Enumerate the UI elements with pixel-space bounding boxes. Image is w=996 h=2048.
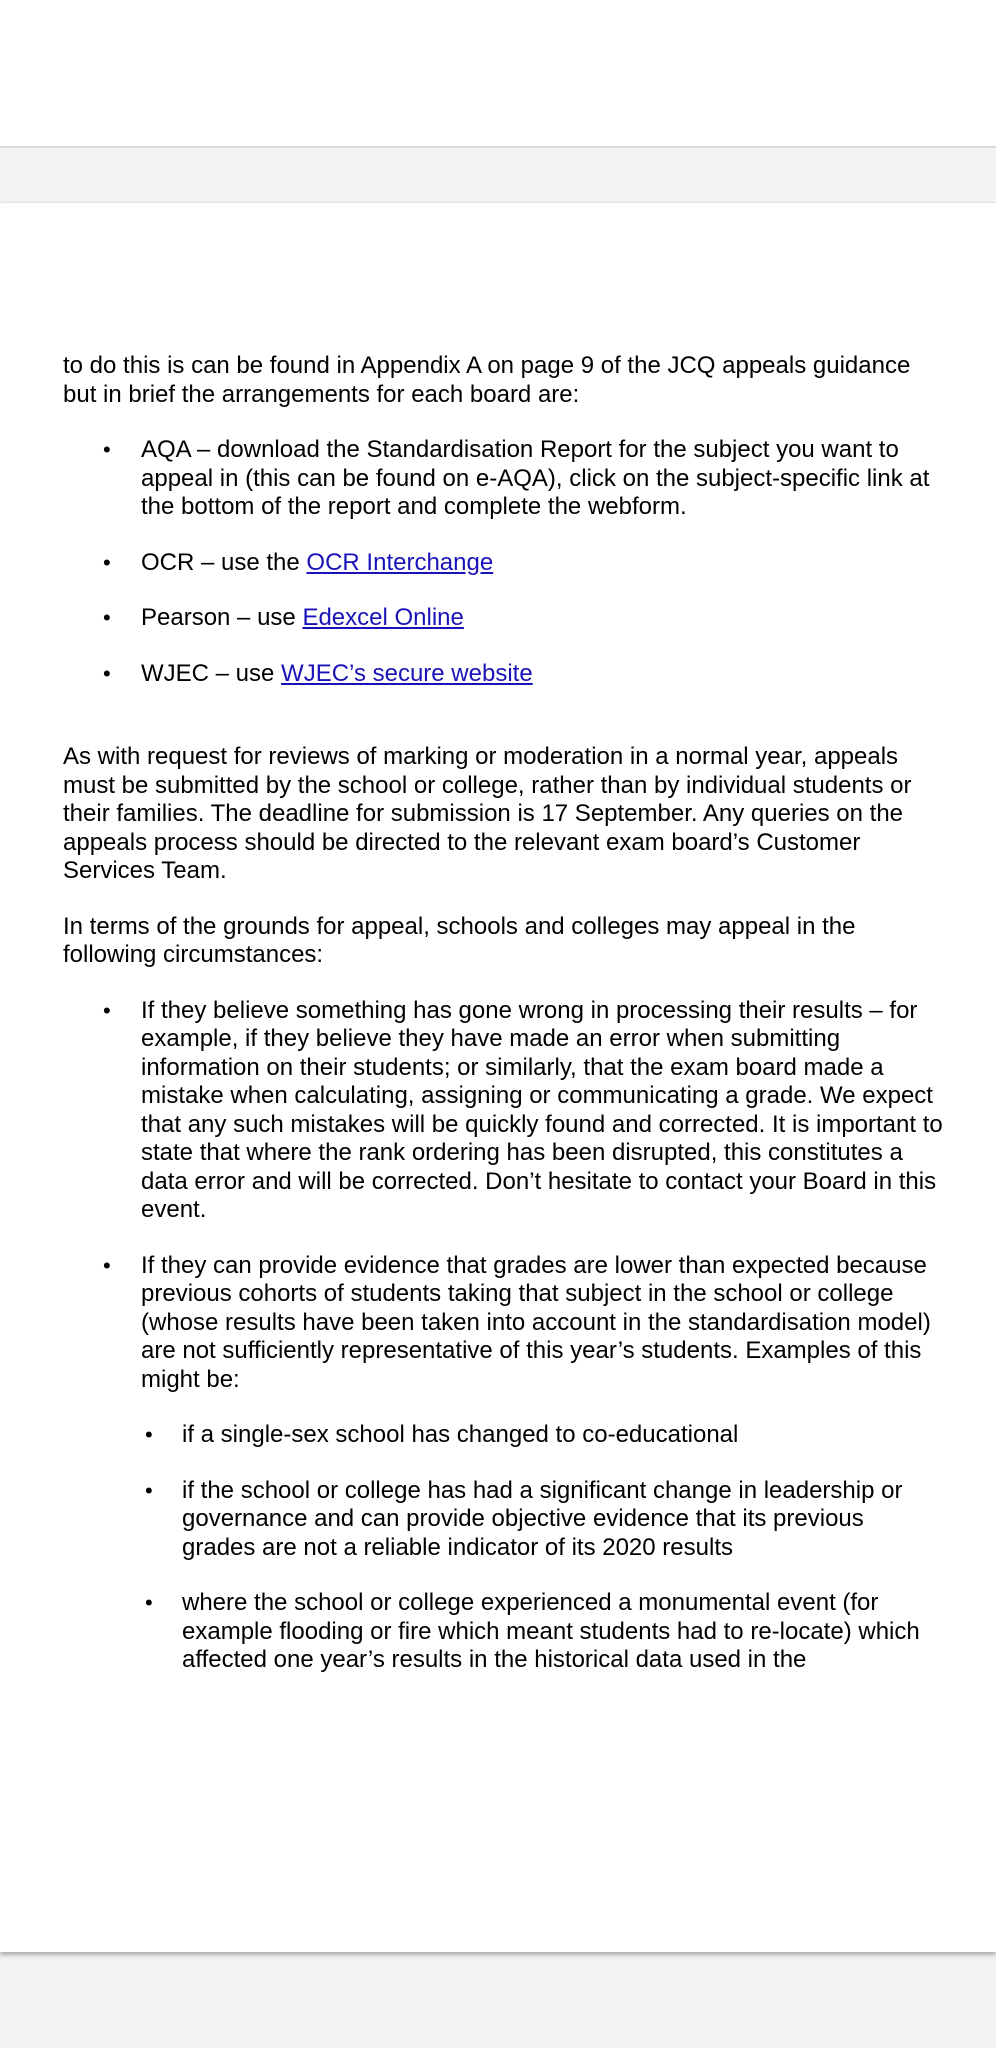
bullet: •: [145, 1477, 153, 1503]
example-text: if the school or college has had a significant change in leadership or governance and can provide objective evidence that its previous grades are not a reliable indicator of its 2020 results: [182, 1476, 903, 1561]
wjec-secure-website-link[interactable]: WJEC’s secure website: [281, 659, 533, 687]
bullet: •: [145, 1590, 153, 1615]
grounds-list: [63, 997, 943, 1395]
board-text: Pearson – use: [141, 604, 303, 631]
ground-text: If they can provide evidence that grades are lower than expected because previous cohorts of students taking that subject in the school or college (whose results have been taken into account in the standardisation model) are not sufficiently representative of this year’s students. Examples of this might be:: [141, 1251, 931, 1393]
bullet: •: [103, 997, 111, 1023]
intro-paragraph: to do this is can be found in Appendix A on page 9 of the JCQ appeals guidance but in brief the arrangements for each board are:: [63, 352, 911, 408]
edexcel-online-link[interactable]: Edexcel Online: [302, 604, 464, 631]
bullet: •: [103, 605, 111, 630]
ground-text: If they believe something has gone wrong in processing their results – for example, if they believe they have made an error when submitting information on their students; or similarly, that the exam board made a mistake when calculating, assigning or communicating a grade. We expect that any such mistakes will be quickly found and corrected. It is important to state that where the rank ordering has been disrupted, this constitutes a data error and will be corrected. Don’t hesitate to contact your Board in this event.: [141, 996, 943, 1223]
ground-item-processing-error: [63, 997, 943, 1225]
board-item-ocr: [63, 549, 943, 578]
board-text: WJEC – use: [141, 659, 282, 687]
ocr-interchange-link[interactable]: OCR Interchange: [306, 548, 494, 576]
example-item: [63, 1477, 943, 1563]
ground-item-unrepresentative-cohorts: [63, 1252, 943, 1395]
bullet: •: [103, 660, 111, 686]
example-text: if a single-sex school has changed to co-educational: [182, 1421, 739, 1448]
bullet: •: [103, 549, 111, 575]
example-text: where the school or college experienced a monumental event (for example flooding or fire which meant students had to re-locate) which affected one year’s results in the historical data used in the: [182, 1589, 920, 1673]
bullet: •: [103, 437, 111, 462]
document-content: [63, 352, 943, 1675]
bullet: •: [145, 1422, 153, 1447]
example-item: [63, 1589, 943, 1675]
board-text: AQA – download the Standardisation Report for the subject you want to appeal in (this can be found on e-AQA), click on the subject-specific link at the bottom of the report and complete the webform.: [141, 436, 930, 520]
bullet: •: [103, 1252, 111, 1278]
board-item-pearson: [63, 604, 943, 633]
board-list: [63, 436, 943, 688]
previous-page-bottom: [0, 0, 996, 148]
example-item: [63, 1421, 943, 1450]
grounds-paragraph: In terms of the grounds for appeal, schools and colleges may appeal in the following circumstances:: [63, 912, 856, 968]
board-item-aqa: [63, 436, 943, 522]
submission-paragraph: As with request for reviews of marking or moderation in a normal year, appeals must be submitted by the school or college, rather than by individual students or their families. The deadline for submission is 17 September. Any queries on the appeals process should be directed to the relevant exam board’s Customer Services Team.: [63, 743, 912, 884]
board-item-wjec: [63, 660, 943, 689]
examples-list: [63, 1421, 943, 1675]
board-text: OCR – use the: [141, 548, 307, 576]
